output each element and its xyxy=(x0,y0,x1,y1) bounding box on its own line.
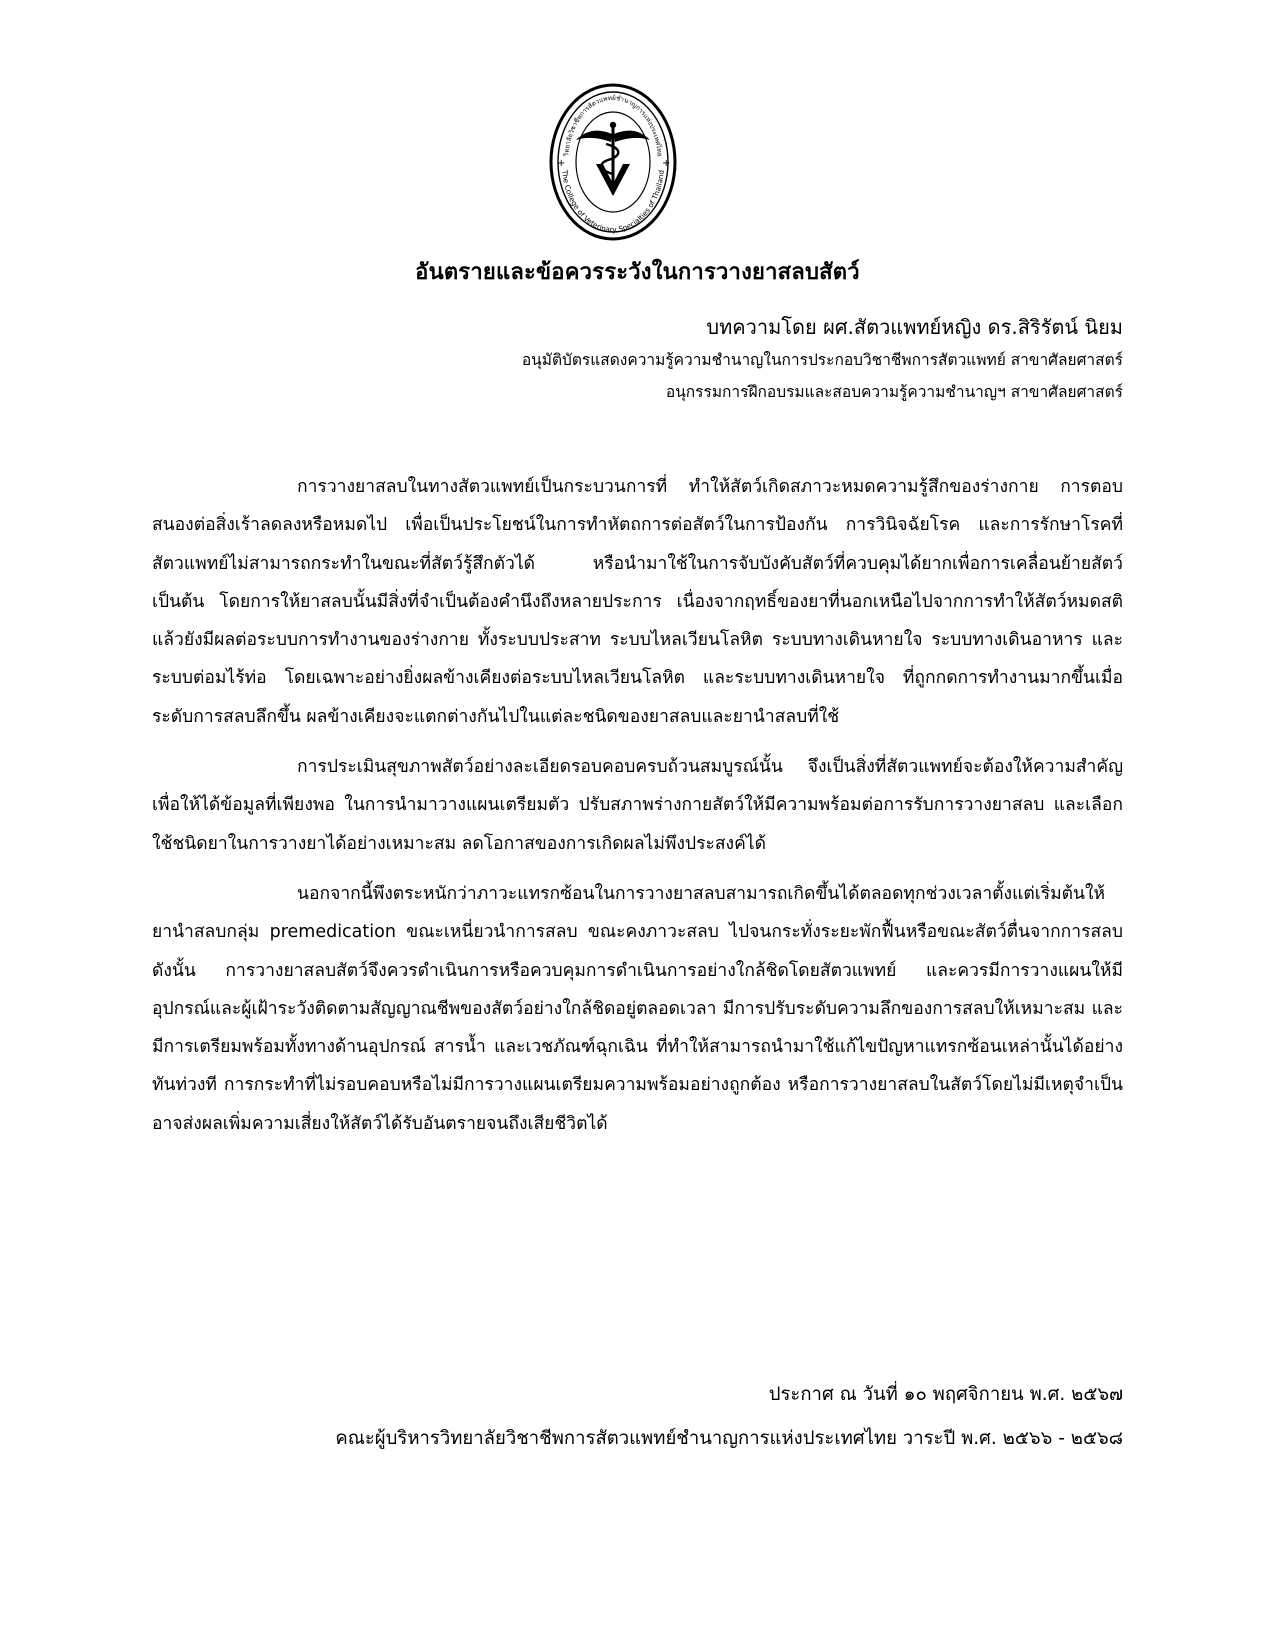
author-committee-role: อนุกรรมการฝึกอบรมและสอบความรู้ความชำนาญฯ สาขาศัลยศาสตร์ xyxy=(665,383,1123,401)
svg-text:+: + xyxy=(557,158,566,169)
body-paragraph: การประเมินสุขภาพสัตว์อย่างละเอียดรอบคอบครบถ้วนสมบูรณ์นั้น จึงเป็นสิ่งที่สัตวแพทย์จะต้องให้ความสำคัญ เพื่อให้ได้ข้อมูลที่เพียงพอ ในการนำมาวางแผนเตรียมตัว ปรับสภาพร่างกายสัตว์ให้มีความพร้อมต่อการรับการวางยาสลบ และเลือกใช้ชนิดยาในการวางยาได้อย่างเหมาะสม ลดโอกาสของการเกิดผลไม่พึงประสงค์ได้ xyxy=(152,757,1123,854)
body-paragraph: การวางยาสลบในทางสัตวแพทย์เป็นกระบวนการที่ ทำให้สัตว์เกิดสภาวะหมดความรู้สึกของร่างกาย การตอบสนองต่อสิ่งเร้าลดลงหรือหมดไป เพื่อเป็นประโยชน์ในการทำหัตถการต่อสัตว์ในการป้องกัน การวินิจฉัยโรค และการรักษาโรคที่สัตวแพทย์ไม่สามารถกระทำในขณะที่สัตว์รู้สึกตัวได้ หรือนำมาใช้ในการจับบังคับสัตว์ที่ควบคุมได้ยากเพื่อการเคลื่อนย้ายสัตว์ เป็นต้น โดยการให้ยาสลบนั้นมีสิ่งที่จำเป็นต้องคำนึงถึงหลายประการ เนื่องจากฤทธิ์ของยาที่นอกเหนือไปจากการทำให้สัตว์หมดสติแล้วยังมีผลต่อระบบการทำงานของร่างกาย ทั้งระบบประสาท ระบบไหลเวียนโลหิต ระบบทางเดินหายใจ ระบบทางเดินอาหาร และระบบต่อมไร้ท่อ โดยเฉพาะอย่างยิ่งผลข้างเคียงต่อระบบไหลเวียนโลหิต และระบบทางเดินหายใจ ที่ถูกกดการทำงานมากขึ้นเมื่อระดับการสลบลึกขึ้น ผลข้างเคียงจะแตกต่างกันไปในแต่ละชนิดของยาสลบและยานำสลบที่ใช้ xyxy=(152,477,1123,727)
seal-text-english: The College of Veterinary Specialties of Thailand xyxy=(560,169,666,235)
body-paragraph: นอกจากนี้พึงตระหนักว่าภาวะแทรกซ้อนในการวางยาสลบสามารถเกิดขึ้นได้ตลอดทุกช่วงเวลาตั้งแต่เริ่มต้นให้ยานำสลบกลุ่ม premedication ขณะเหนี่ยวนำการสลบ ขณะคงภาวะสลบ ไปจนกระทั่งระยะพักฟื้นหรือขณะสัตว์ตื่นจากการสลบ ดังนั้น การวางยาสลบสัตว์จึงควรดำเนินการหรือควบคุมการดำเนินการอย่างใกล้ชิดโดยสัตวแพทย์ และควรมีการวางแผนให้มีอุปกรณ์และผู้เฝ้าระวังติดตามสัญญาณชีพของสัตว์อย่างใกล้ชิดอยู่ตลอดเวลา มีการปรับระดับความลึกของการสลบให้เหมาะสม และมีการเตรียมพร้อมทั้งทางด้านอุปกรณ์ สารน้ำ และเวชภัณฑ์ฉุกเฉิน ที่ทำให้สามารถนำมาใช้แก้ไขปัญหาแทรกซ้อนเหล่านั้นได้อย่างทันท่วงที การกระทำที่ไม่รอบคอบหรือไม่มีการวางแผนเตรียมความพร้อมอย่างถูกต้อง หรือการวางยาสลบในสัตว์โดยไม่มีเหตุจำเป็น อาจส่งผลเพิ่มความเสี่ยงให้สัตว์ได้รับอันตรายจนถึงเสียชีวิตได้ xyxy=(152,883,1123,1134)
svg-text:+: + xyxy=(662,158,671,169)
announcement-footer xyxy=(163,1373,1123,1461)
seal-text-thai: วิทยาลัยวิชาชีพการสัตวแพทย์ชำนาญการแห่งประเทศไทย xyxy=(562,93,664,157)
author-credential: อนุมัติบัตรแสดงความรู้ความชำนาญในการประกอบวิชาชีพการสัตวแพทย์ สาขาศัลยศาสตร์ xyxy=(521,351,1123,369)
article-body xyxy=(152,468,1123,1155)
article-title: อันตรายและข้อควรระวังในการวางยาสลบสัตว์ xyxy=(415,260,860,285)
college-seal-logo xyxy=(548,82,678,242)
announcement-date: ประกาศ ณ วันที่ ๑๐ พฤศจิกายน พ.ศ. ๒๕๖๗ xyxy=(768,1384,1123,1405)
issuing-committee: คณะผู้บริหารวิทยาลัยวิชาชีพการสัตวแพทย์ชำนาญการแห่งประเทศไทย วาระปี พ.ศ. ๒๕๖๖ - ๒๕๖๘ xyxy=(335,1428,1123,1449)
author-byline: บทความโดย ผศ.สัตวแพทย์หญิง ดร.สิริรัตน์ นิยม xyxy=(706,315,1123,339)
college-seal-icon xyxy=(548,82,678,242)
author-block xyxy=(323,310,1123,408)
